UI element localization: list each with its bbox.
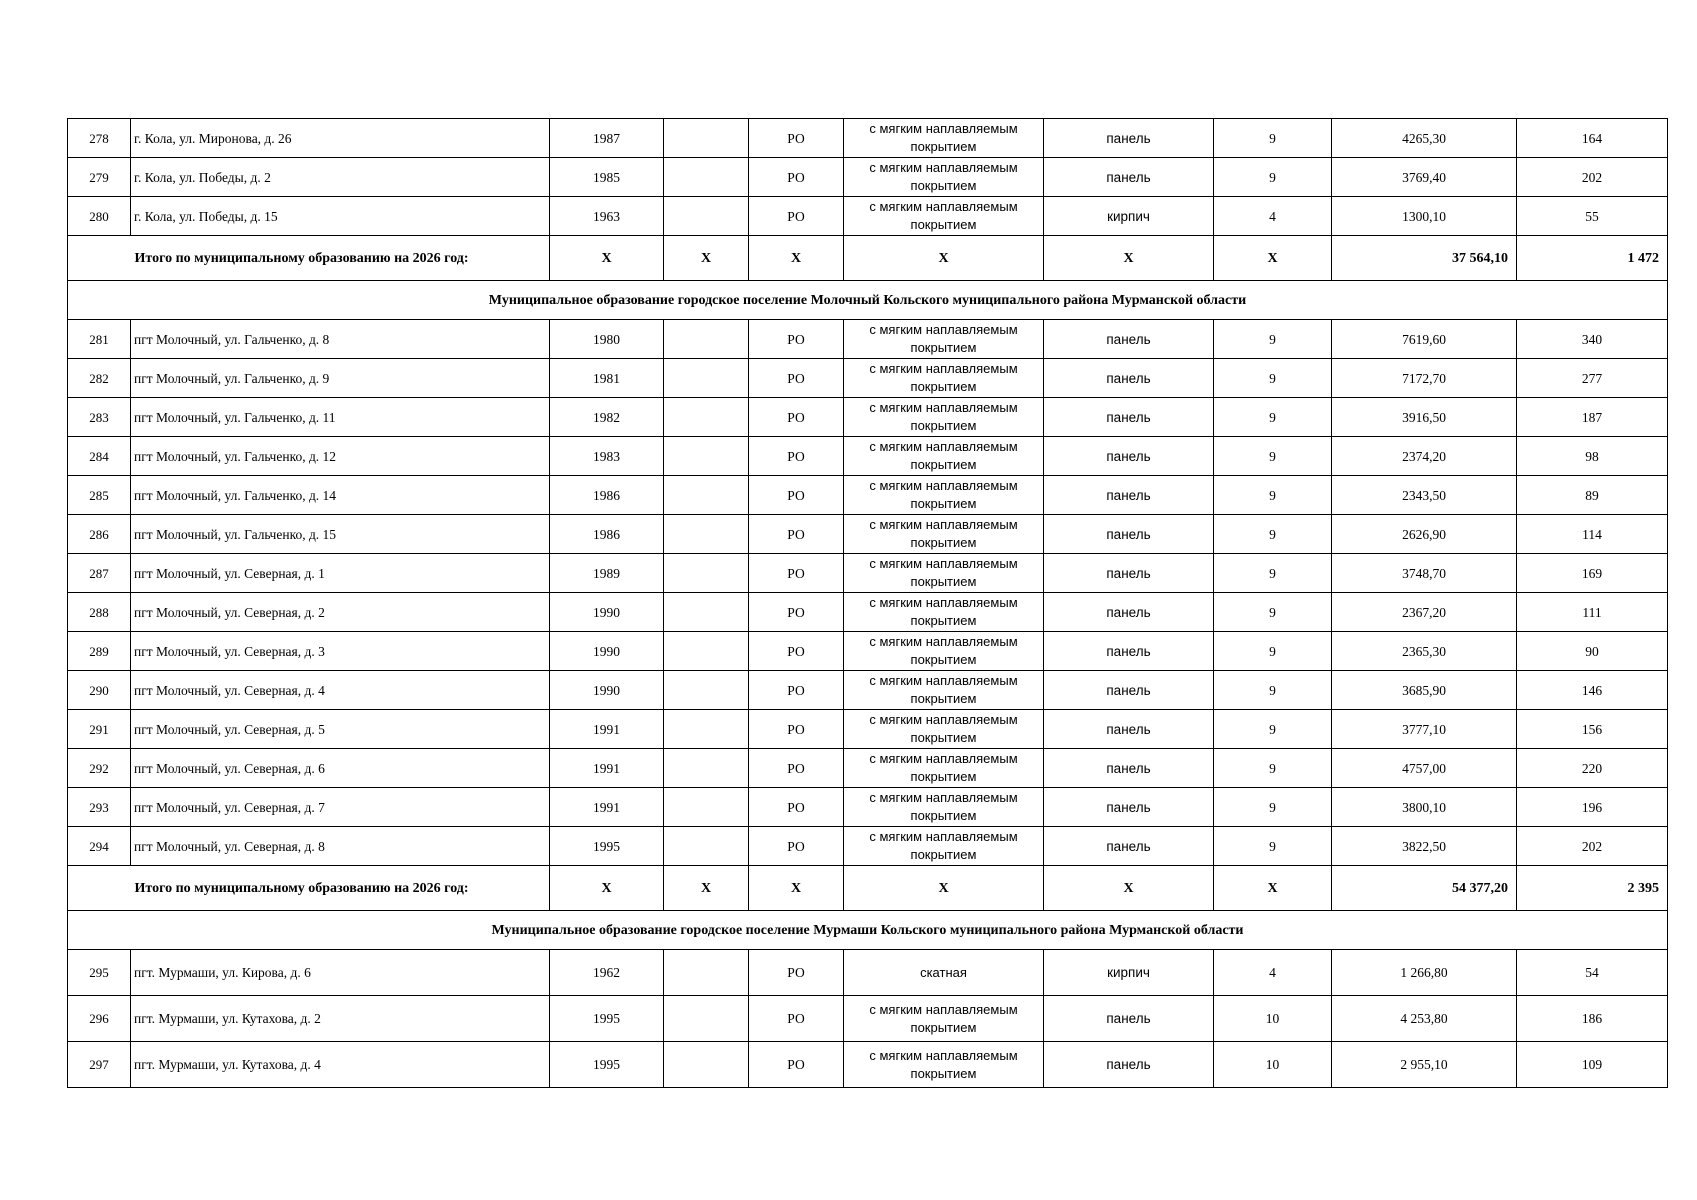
table-row (68, 119, 1668, 158)
roof-type-cell: с мягким наплавляемым покрытием (844, 593, 1044, 632)
table-row (68, 632, 1668, 671)
roof-type-cell: с мягким наплавляемым покрытием (844, 671, 1044, 710)
area-cell: 2365,30 (1332, 632, 1517, 671)
area-cell: 2367,20 (1332, 593, 1517, 632)
residents-cell: 146 (1517, 671, 1668, 710)
area-cell: 3685,90 (1332, 671, 1517, 710)
fund-method-cell: РО (749, 398, 844, 437)
empty-cell (664, 320, 749, 359)
residents-cell: 169 (1517, 554, 1668, 593)
floors-cell: 10 (1214, 1042, 1332, 1088)
section-header-row (68, 281, 1668, 320)
build-year-cell: 1983 (550, 437, 664, 476)
total-blank-cell (68, 236, 131, 281)
row-number-cell: 282 (68, 359, 131, 398)
wall-material-cell: панель (1044, 515, 1214, 554)
address-cell: г. Кола, ул. Миронова, д. 26 (131, 119, 550, 158)
row-number-cell: 292 (68, 749, 131, 788)
roof-type-cell: с мягким наплавляемым покрытием (844, 632, 1044, 671)
roof-type-cell: с мягким наплавляемым покрытием (844, 359, 1044, 398)
total-x-mark: X (749, 236, 844, 281)
build-year-cell: 1990 (550, 593, 664, 632)
wall-material-cell: кирпич (1044, 197, 1214, 236)
fund-method-cell: РО (749, 671, 844, 710)
empty-cell (664, 158, 749, 197)
build-year-cell: 1980 (550, 320, 664, 359)
residents-cell: 277 (1517, 359, 1668, 398)
address-cell: пгт Молочный, ул. Северная, д. 7 (131, 788, 550, 827)
fund-method-cell: РО (749, 996, 844, 1042)
build-year-cell: 1990 (550, 671, 664, 710)
wall-material-cell: панель (1044, 996, 1214, 1042)
total-row (68, 236, 1668, 281)
total-label: Итого по муниципальному образованию на 2026 год: (131, 866, 550, 911)
build-year-cell: 1991 (550, 788, 664, 827)
wall-material-cell: панель (1044, 593, 1214, 632)
section-title: Муниципальное образование городское поселение Молочный Кольского муниципального района Мурманской области (68, 281, 1668, 320)
table-row (68, 320, 1668, 359)
empty-cell (664, 593, 749, 632)
floors-cell: 9 (1214, 398, 1332, 437)
fund-method-cell: РО (749, 515, 844, 554)
empty-cell (664, 554, 749, 593)
total-area: 54 377,20 (1332, 866, 1517, 911)
roof-type-cell: с мягким наплавляемым покрытием (844, 437, 1044, 476)
roof-type-cell: с мягким наплавляемым покрытием (844, 788, 1044, 827)
fund-method-cell: РО (749, 359, 844, 398)
total-x-mark: X (749, 866, 844, 911)
table-row (68, 950, 1668, 996)
section-header-row (68, 911, 1668, 950)
table-row (68, 359, 1668, 398)
empty-cell (664, 996, 749, 1042)
fund-method-cell: РО (749, 119, 844, 158)
address-cell: пгт Молочный, ул. Гальченко, д. 9 (131, 359, 550, 398)
fund-method-cell: РО (749, 197, 844, 236)
area-cell: 1 266,80 (1332, 950, 1517, 996)
row-number-cell: 288 (68, 593, 131, 632)
floors-cell: 9 (1214, 359, 1332, 398)
floors-cell: 9 (1214, 320, 1332, 359)
area-cell: 7172,70 (1332, 359, 1517, 398)
floors-cell: 9 (1214, 476, 1332, 515)
empty-cell (664, 749, 749, 788)
build-year-cell: 1989 (550, 554, 664, 593)
wall-material-cell: панель (1044, 437, 1214, 476)
empty-cell (664, 950, 749, 996)
fund-method-cell: РО (749, 632, 844, 671)
area-cell: 2626,90 (1332, 515, 1517, 554)
roof-type-cell: с мягким наплавляемым покрытием (844, 996, 1044, 1042)
wall-material-cell: панель (1044, 710, 1214, 749)
floors-cell: 9 (1214, 671, 1332, 710)
residents-cell: 220 (1517, 749, 1668, 788)
roof-type-cell: с мягким наплавляемым покрытием (844, 476, 1044, 515)
roof-type-cell: с мягким наплавляемым покрытием (844, 197, 1044, 236)
section-title: Муниципальное образование городское поселение Мурмаши Кольского муниципального района Мурманской области (68, 911, 1668, 950)
wall-material-cell: панель (1044, 359, 1214, 398)
row-number-cell: 285 (68, 476, 131, 515)
roof-type-cell: с мягким наплавляемым покрытием (844, 158, 1044, 197)
area-cell: 3748,70 (1332, 554, 1517, 593)
roof-type-cell: с мягким наплавляемым покрытием (844, 827, 1044, 866)
empty-cell (664, 1042, 749, 1088)
total-x-mark: X (1214, 236, 1332, 281)
wall-material-cell: панель (1044, 320, 1214, 359)
address-cell: г. Кола, ул. Победы, д. 15 (131, 197, 550, 236)
row-number-cell: 279 (68, 158, 131, 197)
fund-method-cell: РО (749, 593, 844, 632)
area-cell: 3769,40 (1332, 158, 1517, 197)
residents-cell: 114 (1517, 515, 1668, 554)
residents-cell: 90 (1517, 632, 1668, 671)
row-number-cell: 289 (68, 632, 131, 671)
table-row (68, 788, 1668, 827)
residents-cell: 156 (1517, 710, 1668, 749)
total-x-mark: X (664, 236, 749, 281)
wall-material-cell: панель (1044, 632, 1214, 671)
total-x-mark: X (550, 236, 664, 281)
address-cell: пгт Молочный, ул. Северная, д. 3 (131, 632, 550, 671)
area-cell: 2343,50 (1332, 476, 1517, 515)
address-cell: пгт. Мурмаши, ул. Кутахова, д. 4 (131, 1042, 550, 1088)
wall-material-cell: кирпич (1044, 950, 1214, 996)
table-row (68, 197, 1668, 236)
total-residents: 2 395 (1517, 866, 1668, 911)
total-x-mark: X (1044, 866, 1214, 911)
build-year-cell: 1963 (550, 197, 664, 236)
floors-cell: 9 (1214, 515, 1332, 554)
total-area: 37 564,10 (1332, 236, 1517, 281)
total-x-mark: X (1214, 866, 1332, 911)
address-cell: пгт Молочный, ул. Северная, д. 5 (131, 710, 550, 749)
residents-cell: 89 (1517, 476, 1668, 515)
row-number-cell: 286 (68, 515, 131, 554)
fund-method-cell: РО (749, 554, 844, 593)
table-row (68, 158, 1668, 197)
floors-cell: 9 (1214, 827, 1332, 866)
table-row (68, 710, 1668, 749)
table-row (68, 749, 1668, 788)
residents-cell: 109 (1517, 1042, 1668, 1088)
area-cell: 4757,00 (1332, 749, 1517, 788)
wall-material-cell: панель (1044, 398, 1214, 437)
floors-cell: 9 (1214, 593, 1332, 632)
floors-cell: 9 (1214, 554, 1332, 593)
floors-cell: 9 (1214, 119, 1332, 158)
address-cell: пгт Молочный, ул. Гальченко, д. 14 (131, 476, 550, 515)
fund-method-cell: РО (749, 476, 844, 515)
total-x-mark: X (550, 866, 664, 911)
table-row (68, 515, 1668, 554)
address-cell: пгт Молочный, ул. Северная, д. 2 (131, 593, 550, 632)
build-year-cell: 1981 (550, 359, 664, 398)
empty-cell (664, 119, 749, 158)
build-year-cell: 1995 (550, 996, 664, 1042)
total-x-mark: X (1044, 236, 1214, 281)
build-year-cell: 1982 (550, 398, 664, 437)
area-cell: 3777,10 (1332, 710, 1517, 749)
build-year-cell: 1991 (550, 749, 664, 788)
row-number-cell: 278 (68, 119, 131, 158)
build-year-cell: 1986 (550, 515, 664, 554)
build-year-cell: 1987 (550, 119, 664, 158)
table-row (68, 827, 1668, 866)
area-cell: 1300,10 (1332, 197, 1517, 236)
floors-cell: 9 (1214, 632, 1332, 671)
table-row (68, 398, 1668, 437)
address-cell: пгт Молочный, ул. Северная, д. 6 (131, 749, 550, 788)
residents-cell: 55 (1517, 197, 1668, 236)
address-cell: пгт Молочный, ул. Гальченко, д. 12 (131, 437, 550, 476)
fund-method-cell: РО (749, 710, 844, 749)
roof-type-cell: с мягким наплавляемым покрытием (844, 398, 1044, 437)
address-cell: пгт Молочный, ул. Гальченко, д. 11 (131, 398, 550, 437)
table-row (68, 671, 1668, 710)
total-blank-cell (68, 866, 131, 911)
fund-method-cell: РО (749, 1042, 844, 1088)
table-row (68, 1042, 1668, 1088)
residents-cell: 202 (1517, 158, 1668, 197)
roof-type-cell: с мягким наплавляемым покрытием (844, 119, 1044, 158)
empty-cell (664, 788, 749, 827)
address-cell: пгт. Мурмаши, ул. Кирова, д. 6 (131, 950, 550, 996)
wall-material-cell: панель (1044, 476, 1214, 515)
wall-material-cell: панель (1044, 788, 1214, 827)
total-x-mark: X (844, 236, 1044, 281)
area-cell: 3800,10 (1332, 788, 1517, 827)
empty-cell (664, 359, 749, 398)
wall-material-cell: панель (1044, 671, 1214, 710)
area-cell: 3916,50 (1332, 398, 1517, 437)
build-year-cell: 1962 (550, 950, 664, 996)
area-cell: 7619,60 (1332, 320, 1517, 359)
residents-cell: 340 (1517, 320, 1668, 359)
floors-cell: 9 (1214, 749, 1332, 788)
total-x-mark: X (664, 866, 749, 911)
area-cell: 3822,50 (1332, 827, 1517, 866)
address-cell: пгт Молочный, ул. Гальченко, д. 8 (131, 320, 550, 359)
build-year-cell: 1991 (550, 710, 664, 749)
floors-cell: 4 (1214, 197, 1332, 236)
row-number-cell: 290 (68, 671, 131, 710)
fund-method-cell: РО (749, 749, 844, 788)
fund-method-cell: РО (749, 788, 844, 827)
fund-method-cell: РО (749, 320, 844, 359)
empty-cell (664, 437, 749, 476)
fund-method-cell: РО (749, 158, 844, 197)
empty-cell (664, 671, 749, 710)
row-number-cell: 296 (68, 996, 131, 1042)
empty-cell (664, 632, 749, 671)
row-number-cell: 295 (68, 950, 131, 996)
residents-cell: 54 (1517, 950, 1668, 996)
row-number-cell: 293 (68, 788, 131, 827)
wall-material-cell: панель (1044, 749, 1214, 788)
wall-material-cell: панель (1044, 827, 1214, 866)
area-cell: 2 955,10 (1332, 1042, 1517, 1088)
wall-material-cell: панель (1044, 1042, 1214, 1088)
row-number-cell: 287 (68, 554, 131, 593)
residents-cell: 98 (1517, 437, 1668, 476)
build-year-cell: 1995 (550, 1042, 664, 1088)
empty-cell (664, 398, 749, 437)
roof-type-cell: с мягким наплавляемым покрытием (844, 320, 1044, 359)
roof-type-cell: с мягким наплавляемым покрытием (844, 1042, 1044, 1088)
floors-cell: 9 (1214, 788, 1332, 827)
address-cell: пгт Молочный, ул. Северная, д. 1 (131, 554, 550, 593)
residents-cell: 202 (1517, 827, 1668, 866)
empty-cell (664, 827, 749, 866)
fund-method-cell: РО (749, 827, 844, 866)
roof-type-cell: с мягким наплавляемым покрытием (844, 515, 1044, 554)
total-x-mark: X (844, 866, 1044, 911)
row-number-cell: 291 (68, 710, 131, 749)
residents-cell: 187 (1517, 398, 1668, 437)
address-cell: пгт Молочный, ул. Гальченко, д. 15 (131, 515, 550, 554)
total-residents: 1 472 (1517, 236, 1668, 281)
residents-cell: 186 (1517, 996, 1668, 1042)
floors-cell: 4 (1214, 950, 1332, 996)
roof-type-cell: с мягким наплавляемым покрытием (844, 710, 1044, 749)
table-body (68, 119, 1668, 1088)
build-year-cell: 1990 (550, 632, 664, 671)
table-row (68, 476, 1668, 515)
table-row (68, 593, 1668, 632)
row-number-cell: 297 (68, 1042, 131, 1088)
residents-cell: 196 (1517, 788, 1668, 827)
row-number-cell: 284 (68, 437, 131, 476)
floors-cell: 10 (1214, 996, 1332, 1042)
build-year-cell: 1995 (550, 827, 664, 866)
address-cell: г. Кола, ул. Победы, д. 2 (131, 158, 550, 197)
address-cell: пгт Молочный, ул. Северная, д. 4 (131, 671, 550, 710)
residents-cell: 111 (1517, 593, 1668, 632)
address-cell: пгт. Мурмаши, ул. Кутахова, д. 2 (131, 996, 550, 1042)
wall-material-cell: панель (1044, 119, 1214, 158)
residents-cell: 164 (1517, 119, 1668, 158)
row-number-cell: 280 (68, 197, 131, 236)
row-number-cell: 294 (68, 827, 131, 866)
table-row (68, 437, 1668, 476)
roof-type-cell: с мягким наплавляемым покрытием (844, 749, 1044, 788)
total-row (68, 866, 1668, 911)
floors-cell: 9 (1214, 158, 1332, 197)
address-cell: пгт Молочный, ул. Северная, д. 8 (131, 827, 550, 866)
table-row (68, 554, 1668, 593)
total-label: Итого по муниципальному образованию на 2026 год: (131, 236, 550, 281)
row-number-cell: 281 (68, 320, 131, 359)
roof-type-cell: с мягким наплавляемым покрытием (844, 554, 1044, 593)
row-number-cell: 283 (68, 398, 131, 437)
fund-method-cell: РО (749, 437, 844, 476)
area-cell: 4 253,80 (1332, 996, 1517, 1042)
area-cell: 4265,30 (1332, 119, 1517, 158)
housing-register-table (67, 118, 1668, 1088)
empty-cell (664, 197, 749, 236)
wall-material-cell: панель (1044, 158, 1214, 197)
empty-cell (664, 476, 749, 515)
floors-cell: 9 (1214, 710, 1332, 749)
fund-method-cell: РО (749, 950, 844, 996)
floors-cell: 9 (1214, 437, 1332, 476)
empty-cell (664, 710, 749, 749)
area-cell: 2374,20 (1332, 437, 1517, 476)
build-year-cell: 1986 (550, 476, 664, 515)
wall-material-cell: панель (1044, 554, 1214, 593)
table-row (68, 996, 1668, 1042)
build-year-cell: 1985 (550, 158, 664, 197)
roof-type-cell: скатная (844, 950, 1044, 996)
empty-cell (664, 515, 749, 554)
